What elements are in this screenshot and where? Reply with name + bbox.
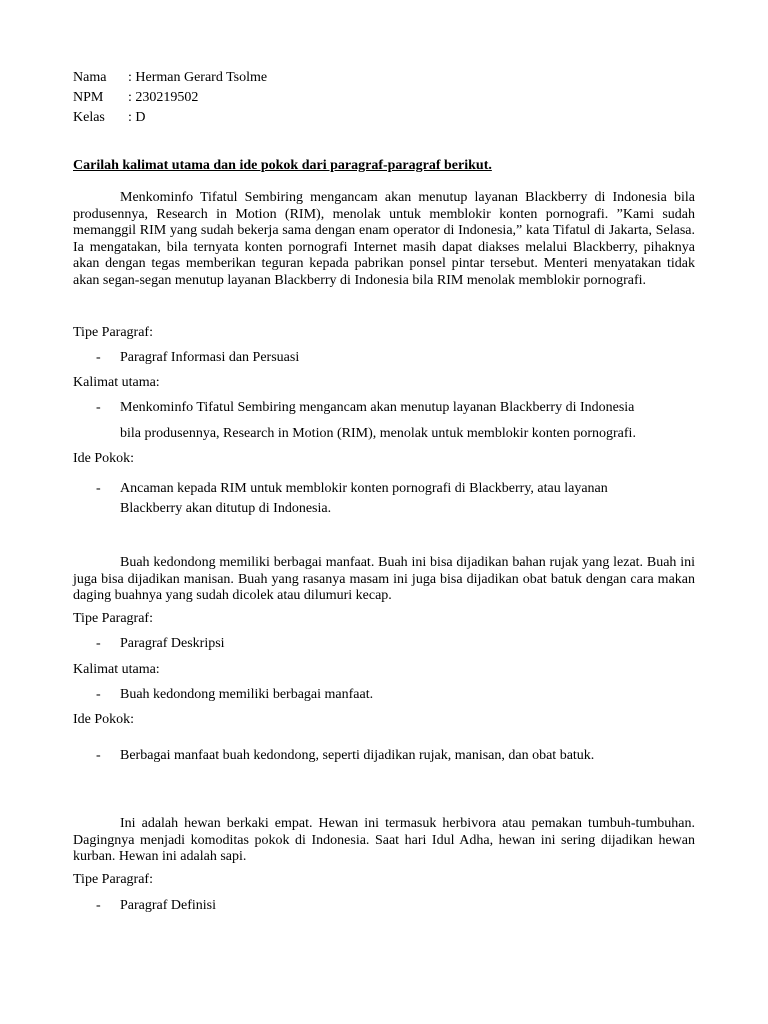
label-tipe-3: Tipe Paragraf: [73,872,153,887]
kalimat-value-cont: bila produsennya, Research in Motion (RIM), menolak untuk memblokir konten pornografi. [120,426,636,441]
kalimat-value: Buah kedondong memiliki berbagai manfaat. [120,687,374,702]
info-row-nama [73,68,267,88]
paragraph-2: Buah kedondong memiliki berbagai manfaat. Buah ini bisa dijadikan bahan rujak yang lezat. Buah ini juga bisa dijadikan manisan. Buah yang rasanya masam ini juga bisa dijadikan obat batuk dengan cara makan daging buahnya yang sudah dicolek atau dilumuri kecap. [73,555,695,604]
kalimat-value: Menkominfo Tifatul Sembiring mengancam akan menutup layanan Blackberry di Indonesia [120,400,635,415]
bullet-dash: - [96,898,101,913]
label-ide-1: Ide Pokok: [73,451,135,466]
list-item-tipe-3 [96,898,696,914]
tipe-value: Paragraf Informasi dan Persuasi [120,350,300,365]
student-info [73,68,267,128]
ide-value-cont: Blackberry akan ditutup di Indonesia. [120,501,332,516]
bullet-dash: - [96,687,101,702]
info-value: : Herman Gerard Tsolme [128,70,268,85]
tipe-value: Paragraf Definisi [120,898,217,913]
info-row-kelas [73,108,267,128]
bullet-dash: - [96,636,101,651]
bullet-dash: - [96,481,101,496]
paragraph-3: Ini adalah hewan berkaki empat. Hewan ini termasuk herbivora atau pemakan tumbuh-tumbuhan. Dagingnya menjadi komoditas pokok di Indonesia. Saat hari Idul Adha, hewan ini sering dijadikan hewan kurban. Hewan ini adalah sapi. [73,816,695,865]
label-kalimat-1: Kalimat utama: [73,375,160,390]
info-key: Kelas [73,110,105,125]
ide-value: Berbagai manfaat buah kedondong, seperti dijadikan rujak, manisan, dan obat batuk. [120,748,595,763]
label-tipe-2: Tipe Paragraf: [73,611,153,626]
info-key: Nama [73,70,107,85]
tipe-value: Paragraf Deskripsi [120,636,225,651]
ide-value: Ancaman kepada RIM untuk memblokir konten pornografi di Blackberry, atau layanan [120,481,608,496]
list-item-tipe-2 [96,636,696,652]
bullet-dash: - [96,350,101,365]
list-item-kalimat-1 [96,400,696,416]
bullet-dash: - [96,748,101,763]
list-item-kalimat-1-cont [96,426,696,442]
info-row-npm [73,88,267,108]
info-key: NPM [73,90,104,105]
info-value: : D [128,110,146,125]
list-item-ide-2 [96,748,696,764]
info-value: : 230219502 [128,90,199,105]
list-item-tipe-1 [96,350,696,366]
list-item-kalimat-2 [96,687,696,703]
label-kalimat-2: Kalimat utama: [73,662,160,677]
list-item-ide-1-cont [96,501,696,517]
label-tipe-1: Tipe Paragraf: [73,325,153,340]
assignment-title: Carilah kalimat utama dan ide pokok dari paragraf-paragraf berikut. [73,158,492,173]
paragraph-1: Menkominfo Tifatul Sembiring mengancam akan menutup layanan Blackberry di Indonesia bila produsennya, Research in Motion (RIM), menolak untuk memblokir konten pornografi. ”Kami sudah memanggil RIM yang sudah bekerja sama dengan enam operator di Indonesia,” kata Tifatul di Jakarta, Selasa. Ia mengatakan, bila ternyata konten pornografi Internet masih dapat diakses melalui Blackberry, pihaknya akan dengan tegas memberikan teguran kepada pabrikan ponsel pintar tersebut. Menteri menyatakan tidak akan segan-segan menutup layanan Blackberry di Indonesia bila RIM menolak memblokir pornografi. [73,190,695,288]
label-ide-2: Ide Pokok: [73,712,135,727]
list-item-ide-1 [96,481,696,497]
bullet-dash: - [96,400,101,415]
